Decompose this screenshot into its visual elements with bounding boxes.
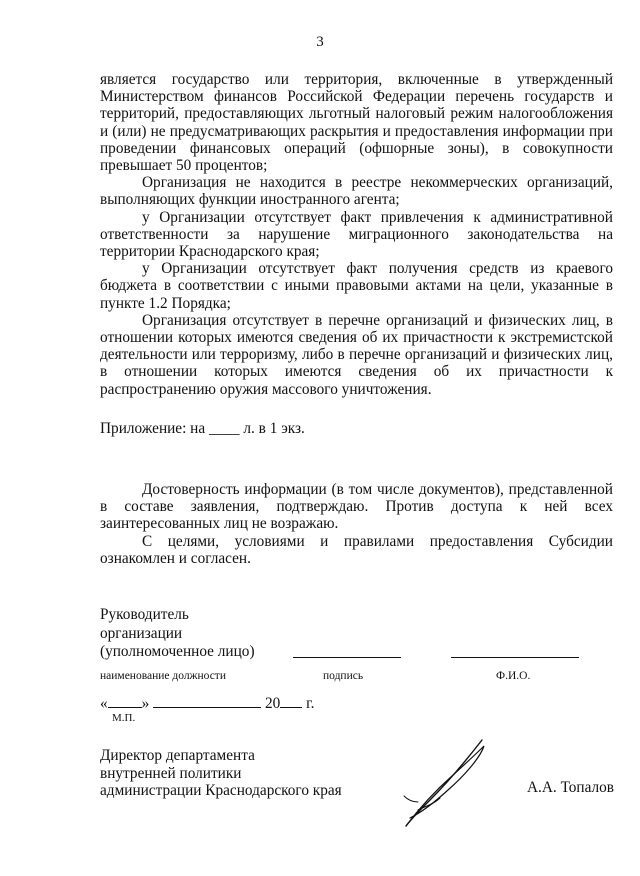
paragraph-extremism: Организация отсутствует в перечне организаций и физических лиц, в отношении которых имеются сведения об их причастности к экстремистской деятельности или терроризму, либо в перечне организаций и физических лиц, в отношении которых имеются сведения об их причастности к распространению оружия массового уничтожения. (100, 311, 613, 398)
date-open-quote: « (100, 695, 108, 712)
director-line-2: внутренней политики (100, 764, 242, 782)
position-label: наименование должности (100, 670, 226, 682)
stamp-label: М.П. (112, 712, 136, 724)
handwritten-signature (398, 736, 494, 832)
signer-line-3: (уполномоченное лицо) (100, 643, 255, 660)
paragraph-regional-budget: у Организации отсутствует факт получения средств из краевого бюджета в соответствии с иными правовыми актами на цели, указанные в пункте 1.2 Порядка; (100, 260, 613, 312)
director-line-1: Директор департамента (100, 747, 255, 764)
day-blank (108, 695, 142, 708)
signer-title (100, 606, 255, 662)
director-line-3: администрации Краснодарского края (100, 782, 342, 799)
paragraph-offshore: является государство или территория, включенные в утвержденный Министерством финансов Российской Федерации перечень государств и территорий, предоставляющих льготный налоговый режим налогообложения и (или) не предусматривающих раскрытия и предоставления информации при проведении финансовых операций (офшорные зоны), в совокупности превышает 50 процентов; (100, 71, 613, 175)
paragraph-foreign-agent: Организация не находится в реестре некоммерческих организаций, выполняющих функции иностранного агента; (100, 174, 613, 209)
date-line (100, 695, 314, 713)
date-close-quote: » (141, 695, 150, 712)
month-blank (153, 695, 261, 708)
paragraph-migration: у Организации отсутствует факт привлечения к административной ответственности за нарушение миграционного законодательства на территории Краснодарского края; (100, 208, 613, 261)
signature-blank-line (293, 657, 401, 658)
paragraph-consent: С целями, условиями и правилами предоставления Субсидии ознакомлен и согласен. (100, 532, 613, 567)
director-title (100, 747, 342, 800)
page-number: 3 (316, 34, 324, 50)
director-name: А.А. Топалов (527, 779, 615, 796)
year-blank (280, 695, 302, 708)
full-name-label: Ф.И.О. (496, 670, 531, 682)
confirmation-text (100, 481, 613, 567)
signer-line-2: организации (100, 624, 183, 642)
paragraph-authenticity: Достоверность информации (в том числе документов), представленной в составе заявления, подтверждаю. Против доступа к ней всех заинтересованных лиц не возражаю. (100, 481, 613, 533)
name-blank-line (451, 657, 579, 658)
attachment-line: Приложение: на ____ л. в 1 экз. (100, 420, 305, 437)
conditions-text (100, 71, 613, 398)
year-suffix: г. (306, 695, 315, 712)
signature-label: подпись (323, 670, 364, 682)
signer-line-1: Руководитель (100, 606, 189, 623)
year-prefix: 20 (264, 695, 281, 712)
